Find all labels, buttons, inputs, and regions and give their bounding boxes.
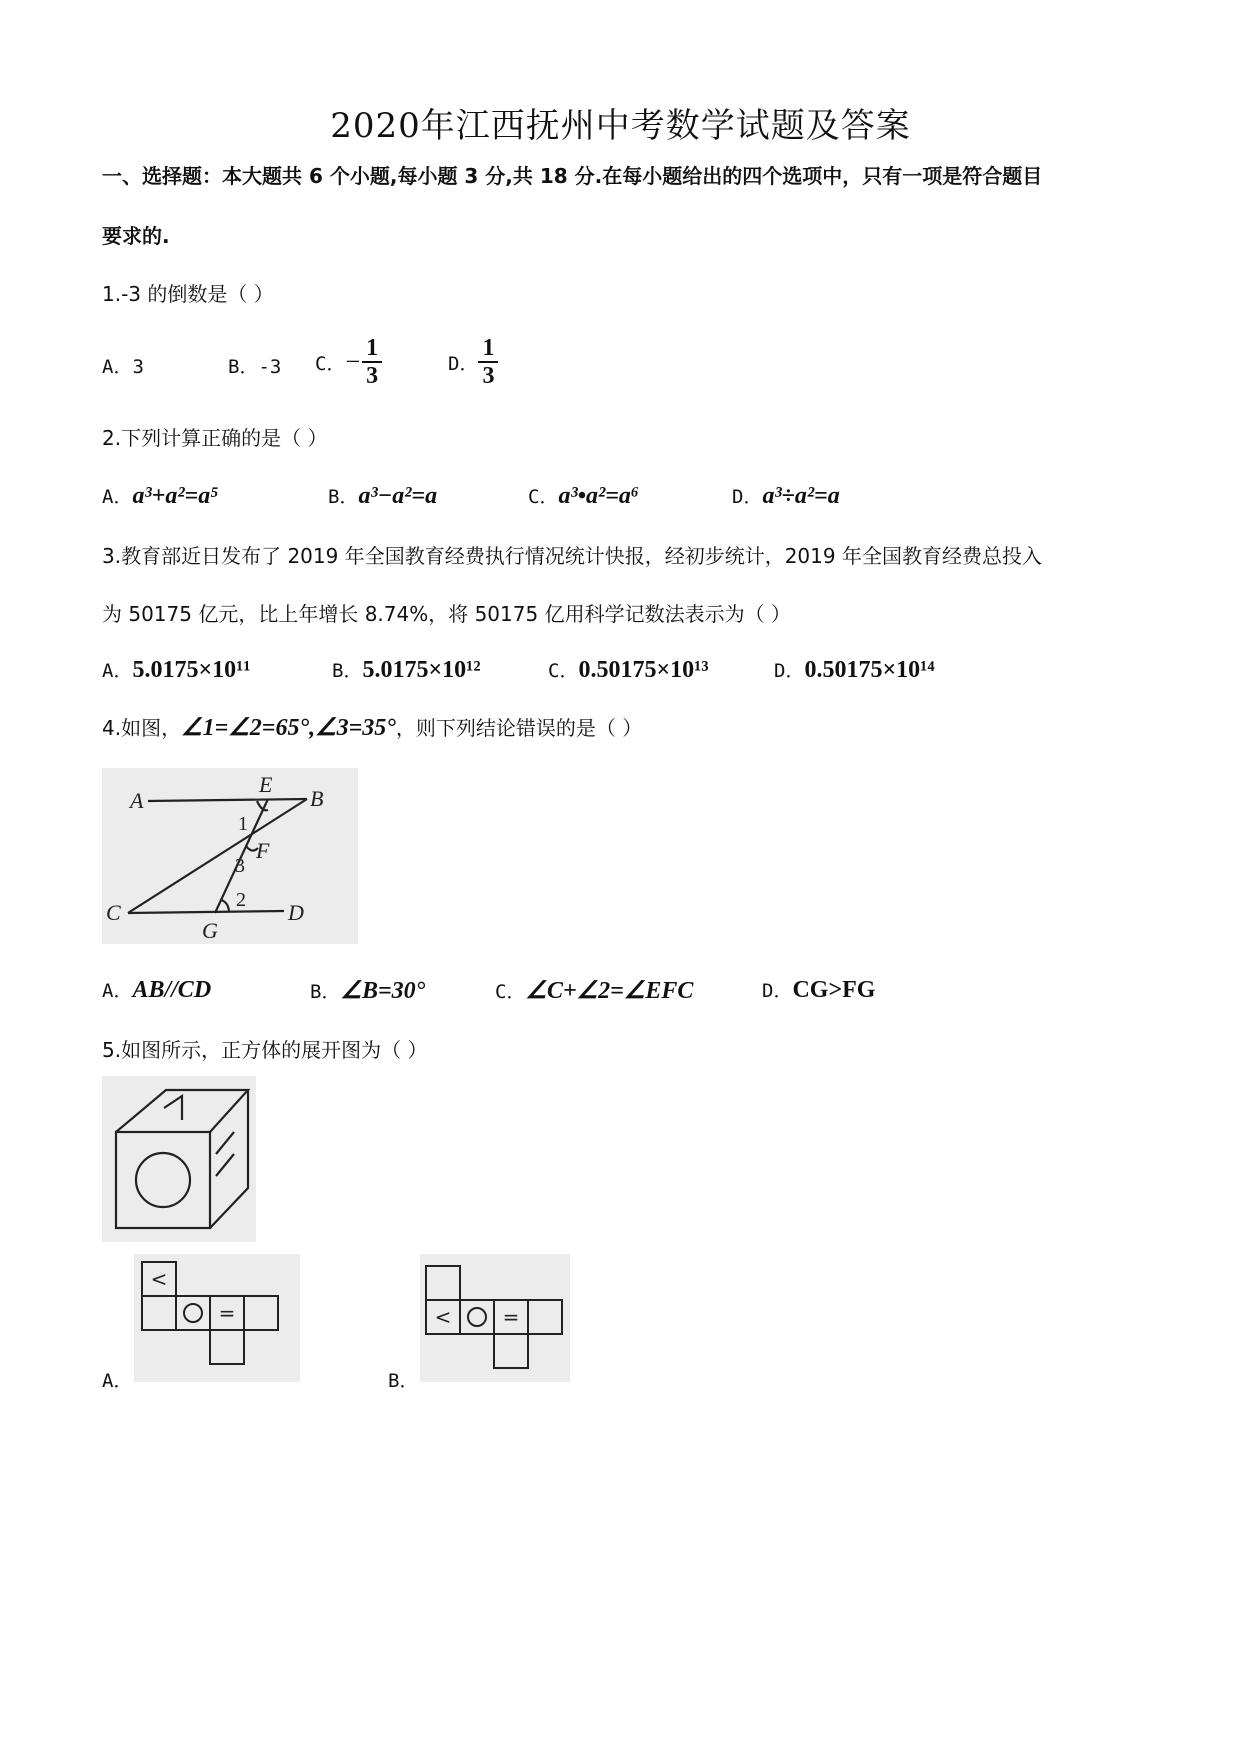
section-heading-line1: 一、选择题：本大题共 6 个小题,每小题 3 分,共 18 分.在每小题给出的四个选项中，只有一项是符合题目 xyxy=(102,164,1043,188)
q1-c-denominator: 3 xyxy=(366,363,379,389)
q5-net-a xyxy=(134,1254,300,1382)
q3-a-label: A． xyxy=(102,660,133,682)
net-a-square-2 xyxy=(176,1296,210,1330)
q4-d-label: D． xyxy=(762,980,793,1002)
section-heading-line2: 要求的. xyxy=(102,224,170,248)
q2-option-a xyxy=(102,482,219,510)
q2-a-expr: a³+a²=a⁵ xyxy=(132,483,219,509)
q3-d-expr: 0.50175×10¹⁴ xyxy=(804,657,935,683)
q5-option-b: B． xyxy=(388,1370,419,1392)
q3-c-label: C． xyxy=(548,660,579,682)
q1-option-c-sign: − xyxy=(345,347,361,376)
net-a-eq-symbol: = xyxy=(218,1301,236,1325)
q4-a-label: A． xyxy=(102,980,133,1002)
net-b-square-4 xyxy=(528,1300,562,1334)
q4-a-expr: AB//CD xyxy=(132,977,212,1003)
q2-c-label: C． xyxy=(528,486,559,508)
cube-front-face xyxy=(116,1132,210,1228)
q2-d-label: D． xyxy=(732,486,763,508)
label-c: C xyxy=(106,900,121,925)
question-1-stem: 1.-3 的倒数是（ ） xyxy=(102,282,274,306)
label-b: B xyxy=(310,786,324,811)
q2-b-expr: a³−a²=a xyxy=(358,483,438,509)
q1-c-numerator: 1 xyxy=(366,335,379,361)
q2-option-d xyxy=(732,482,840,510)
q1-option-d xyxy=(448,332,498,392)
net-a-square-bottom xyxy=(210,1330,244,1364)
label-d: D xyxy=(288,900,304,925)
side-stroke-1 xyxy=(216,1132,234,1154)
q5-net-b xyxy=(420,1254,570,1382)
q4-option-c xyxy=(495,976,693,1005)
net-a-square-1 xyxy=(142,1296,176,1330)
angle-2-arc xyxy=(221,900,229,911)
q1-option-c-label: C． xyxy=(315,352,346,375)
question-3-line2: 为 50175 亿元，比上年增长 8.74%，将 50175 亿用科学记数法表示为（ ） xyxy=(102,602,791,626)
net-a-circle-symbol xyxy=(184,1304,202,1322)
q3-b-label: B． xyxy=(332,660,363,682)
q3-option-a xyxy=(102,656,251,684)
q3-option-c xyxy=(548,656,709,684)
net-b-circle-symbol xyxy=(468,1308,486,1326)
q1-option-a: A．3 xyxy=(102,356,144,378)
q4-figure xyxy=(102,768,358,944)
line-cd xyxy=(128,911,284,913)
question-4-stem xyxy=(102,712,642,742)
q1-option-d-label: D． xyxy=(448,352,479,375)
net-a-lt-symbol: < xyxy=(150,1267,168,1291)
label-angle-3: 3 xyxy=(235,855,245,877)
top-symbol xyxy=(164,1096,182,1120)
q3-option-b xyxy=(332,656,481,684)
q1-option-d-fraction xyxy=(478,335,498,389)
label-angle-1: 1 xyxy=(238,813,248,835)
net-b-square-bottom xyxy=(494,1334,528,1368)
net-b-lt-symbol: < xyxy=(434,1305,452,1329)
net-b-square-top xyxy=(426,1266,460,1300)
label-f: F xyxy=(256,838,270,863)
q3-d-label: D． xyxy=(774,660,805,682)
q1-option-b: B．-3 xyxy=(228,356,282,378)
q4-b-expr: ∠B=30° xyxy=(340,978,426,1004)
q4-c-expr: ∠C+∠2=∠EFC xyxy=(525,978,694,1004)
q4-stem-prefix: 4.如图， xyxy=(102,716,182,740)
q2-a-label: A． xyxy=(102,486,133,508)
side-stroke-2 xyxy=(216,1154,234,1176)
q2-option-c xyxy=(528,482,639,510)
line-ab xyxy=(148,799,307,801)
q4-option-a xyxy=(102,976,211,1004)
q4-b-label: B． xyxy=(310,981,341,1003)
line-cb xyxy=(128,799,307,913)
net-a-square-4 xyxy=(244,1296,278,1330)
page-title: 2020年江西抚州中考数学试题及答案 xyxy=(330,106,911,146)
q4-d-expr: CG>FG xyxy=(792,977,876,1003)
q1-option-c xyxy=(315,332,382,392)
q4-stem-suffix: ，则下列结论错误的是（ ） xyxy=(395,716,643,740)
label-a: A xyxy=(130,788,144,813)
q3-b-expr: 5.0175×10¹² xyxy=(362,657,481,683)
q4-option-d xyxy=(762,976,875,1004)
q3-c-expr: 0.50175×10¹³ xyxy=(578,657,709,683)
question-2-stem: 2.下列计算正确的是（ ） xyxy=(102,426,328,450)
q2-option-b xyxy=(328,482,437,510)
net-b-eq-symbol: = xyxy=(502,1305,520,1329)
q2-d-expr: a³÷a²=a xyxy=(762,483,840,509)
q5-option-a: A． xyxy=(102,1370,133,1392)
label-e: E xyxy=(259,772,273,797)
circle-symbol xyxy=(136,1153,190,1207)
q3-option-d xyxy=(774,656,935,684)
q2-b-label: B． xyxy=(328,486,359,508)
question-3-line1: 3.教育部近日发布了 2019 年全国教育经费执行情况统计快报，经初步统计，2019 年全国教育经费总投入 xyxy=(102,544,1042,568)
q1-option-c-fraction xyxy=(362,335,382,389)
q3-a-expr: 5.0175×10¹¹ xyxy=(132,657,251,683)
label-angle-2: 2 xyxy=(236,889,246,911)
q4-option-b xyxy=(310,976,425,1005)
q2-c-expr: a³•a²=a⁶ xyxy=(558,483,640,509)
question-5-stem: 5.如图所示，正方体的展开图为（ ） xyxy=(102,1038,428,1062)
net-b-square-2 xyxy=(460,1300,494,1334)
q4-stem-math: ∠1=∠2=65°,∠3=35° xyxy=(181,715,396,741)
q1-d-denominator: 3 xyxy=(482,363,495,389)
label-g: G xyxy=(202,918,218,943)
q5-cube-figure xyxy=(102,1076,256,1242)
q1-d-numerator: 1 xyxy=(482,335,495,361)
q4-c-label: C． xyxy=(495,981,526,1003)
